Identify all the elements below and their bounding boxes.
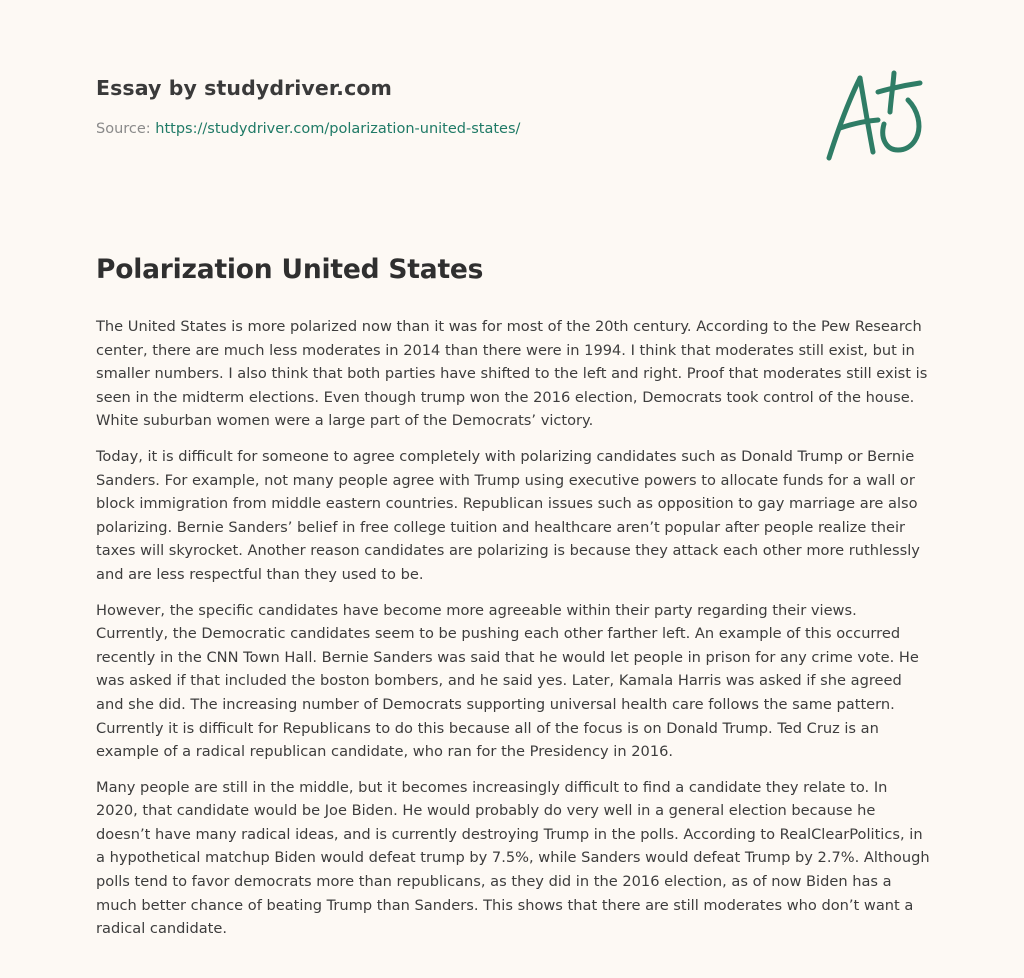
- source-line: [96, 121, 796, 137]
- essay-body: [96, 315, 932, 953]
- essay-paragraph: The United States is more polarized now than it was for most of the 20th century. According to the Pew Research center, there are much less moderates in 2014 than there were in 1994. I think that moderates still exist, but in smaller numbers. I also think that both parties have shifted to the left and right. Proof that moderates still exist is seen in the midterm elections. Even though trump won the 2016 election, Democrats took control of the house. White suburban women were a large part of the Democrats’ victory.: [96, 318, 928, 430]
- source-label: Source:: [96, 121, 156, 137]
- brand-title: Essay by studydriver.com: [96, 76, 392, 100]
- essay-header: [96, 76, 796, 137]
- essay-paragraph: However, the specific candidates have become more agreeable within their party regarding their views. Currently, the Democratic candidates seem to be pushing each other farther left. An example of this occurred recently in the CNN Town Hall. Bernie Sanders was said that he would let people in prison for any crime vote. He was asked if that included the boston bombers, and he said yes. Later, Kamala Harris was asked if she agreed and she did. The increasing number of Democrats supporting universal health care follows the same pattern. Currently it is difficult for Republicans to do this because all of the focus is on Donald Trump. Ted Cruz is an example of a radical republican candidate, who ran for the Presidency in 2016.: [96, 601, 919, 761]
- essay-paragraph: Many people are still in the middle, but it becomes increasingly difficult to find a candidate they relate to. In 2020, that candidate would be Joe Biden. He would probably do very well in a general election because he doesn’t have many radical ideas, and is currently destroying Trump in the polls. According to RealClearPolitics, in a hypothetical matchup Biden would defeat trump by 7.5%, while Sanders would defeat Trump by 2.7%. Although polls tend to favor democrats more than republicans, as they did in the 2016 election, as of now Biden has a much better chance of beating Trump than Sanders. This shows that there are still moderates who don’t want a radical candidate.: [96, 778, 930, 938]
- essay-title: Polarization United States: [96, 254, 484, 285]
- source-link[interactable]: https://studydriver.com/polarization-united-states/: [155, 121, 521, 137]
- a-plus-grade-logo-icon: [820, 66, 930, 166]
- essay-paragraph: Today, it is difficult for someone to agree completely with polarizing candidates such as Donald Trump or Bernie Sanders. For example, not many people agree with Trump using executive powers to allocate funds for a wall or block immigration from middle eastern countries. Republican issues such as opposition to gay marriage are also polarizing. Bernie Sanders’ belief in free college tuition and healthcare aren’t popular after people realize their taxes will skyrocket. Another reason candidates are polarizing is because they attack each other more ruthlessly and are less respectful than they used to be.: [96, 447, 920, 583]
